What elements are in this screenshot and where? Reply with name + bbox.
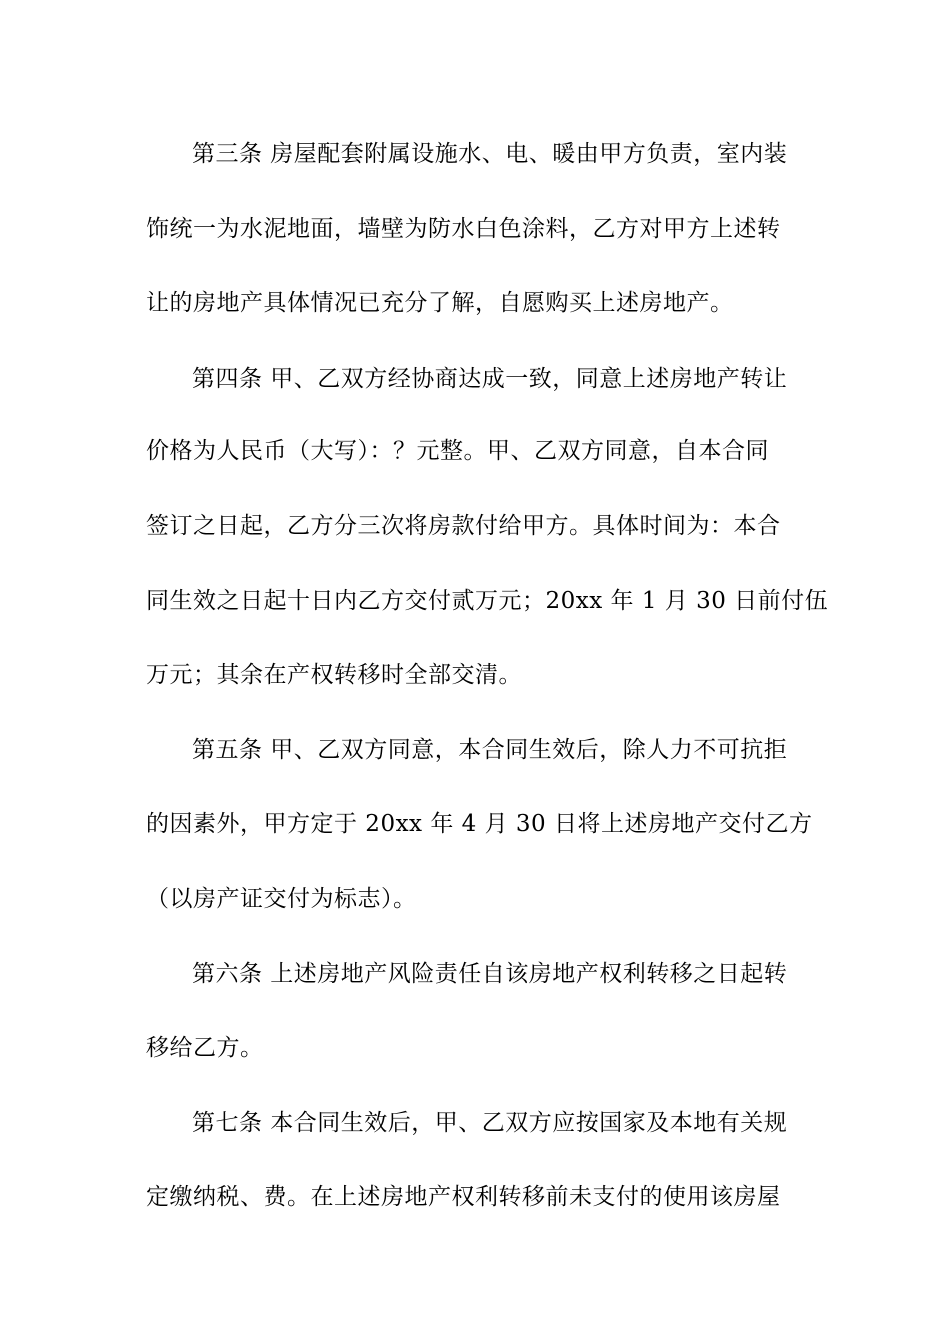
article-6-line-2: 移给乙方。 [146, 1035, 264, 1061]
article-4-line-4: 同生效之日起十日内乙方交付贰万元；20xx 年 1 月 30 日前付伍 [146, 588, 829, 614]
article-3-line-1: 第三条 房屋配套附属设施水、电、暖由甲方负责，室内装 [192, 141, 788, 167]
article-3-line-3: 让的房地产具体情况已充分了解，自愿购买上述房地产。 [146, 290, 734, 316]
article-5-line-3: （以房产证交付为标志）。 [146, 886, 417, 912]
article-5-line-1: 第五条 甲、乙双方同意，本合同生效后，除人力不可抗拒 [192, 737, 788, 763]
article-7-line-2: 定缴纳税、费。在上述房地产权利转移前未支付的使用该房屋 [146, 1184, 781, 1210]
article-6-line-1: 第六条 上述房地产风险责任自该房地产权利转移之日起转 [192, 961, 788, 987]
article-4-line-3: 签订之日起，乙方分三次将房款付给甲方。具体时间为：本合 [146, 513, 781, 539]
article-5-line-2: 的因素外，甲方定于 20xx 年 4 月 30 日将上述房地产交付乙方 [146, 811, 813, 837]
article-4-line-5: 万元；其余在产权转移时全部交清。 [146, 662, 522, 688]
article-4-line-1: 第四条 甲、乙双方经协商达成一致，同意上述房地产转让 [192, 366, 788, 392]
article-3-line-2: 饰统一为水泥地面，墙壁为防水白色涂料，乙方对甲方上述转 [146, 216, 781, 242]
article-7-line-1: 第七条 本合同生效后，甲、乙双方应按国家及本地有关规 [192, 1110, 788, 1136]
article-4-line-2: 价格为人民币（大写）：？元整。甲、乙双方同意，自本合同 [146, 438, 769, 464]
